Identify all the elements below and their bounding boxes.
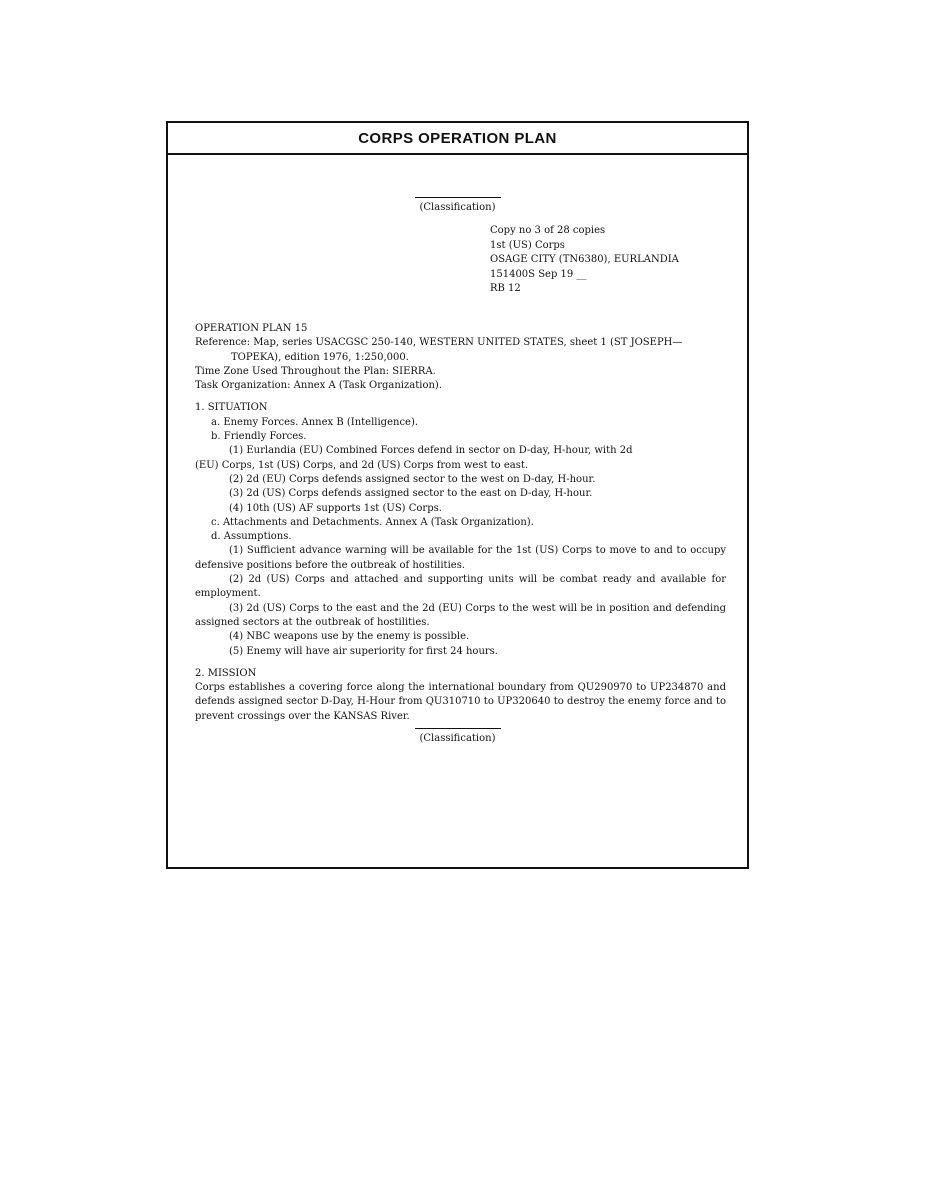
issuing-location: OSAGE CITY (TN6380), EURLANDIA <box>490 254 679 265</box>
mission-statement: Corps establishes a covering force along the international boundary from QU290970 to UP234870 and defends assigned sector D-Day, H-Hour from QU310710 to UP320640 to destroy the enemy force and to prevent crossings over the KANSAS River. <box>195 682 726 722</box>
document-frame <box>166 121 749 869</box>
issuing-unit: 1st (US) Corps <box>490 239 565 251</box>
classification-label: (Classification) <box>419 202 496 213</box>
assumption-5: (5) Enemy will have air superiority for first 24 hours. <box>229 645 498 657</box>
task-organization: Task Organization: Annex A (Task Organization). <box>195 380 442 392</box>
classification-rule <box>415 728 501 729</box>
message-reference: RB 12 <box>490 283 521 294</box>
mission-heading: 2. MISSION <box>195 667 257 679</box>
classification-top <box>168 197 747 213</box>
friendly-forces-1-line2: (EU) Corps, 1st (US) Corps, and 2d (US) Corps from west to east. <box>195 459 529 471</box>
assumption-2: (2) 2d (US) Corps and attached and supporting units will be combat ready and available for employment. <box>195 574 726 600</box>
assumptions-heading: d. Assumptions. <box>211 531 292 543</box>
enemy-forces: a. Enemy Forces. Annex B (Intelligence). <box>211 416 419 428</box>
friendly-forces-4: (4) 10th (US) AF supports 1st (US) Corps. <box>229 502 442 514</box>
page-title: CORPS OPERATION PLAN <box>168 123 747 155</box>
attachments-detachments: c. Attachments and Detachments. Annex A (Task Organization). <box>211 516 534 528</box>
classification-label: (Classification) <box>419 733 496 744</box>
classification-rule <box>415 197 501 198</box>
copy-number: Copy no 3 of 28 copies <box>490 225 606 236</box>
plan-header <box>490 224 679 297</box>
friendly-forces-1-line1: (1) Eurlandia (EU) Combined Forces defend in sector on D-day, H-hour, with 2d <box>229 445 633 457</box>
map-reference-line1: Reference: Map, series USACGSC 250-140, WESTERN UNITED STATES, sheet 1 (ST JOSEPH— <box>195 337 683 349</box>
friendly-forces-3: (3) 2d (US) Corps defends assigned sector to the east on D-day, H-hour. <box>229 488 593 500</box>
assumption-1: (1) Sufficient advance warning will be available for the 1st (US) Corps to move to and to occupy defensive positions before the outbreak of hostilities. <box>195 545 726 571</box>
friendly-forces-2: (2) 2d (EU) Corps defends assigned sector to the west on D-day, H-hour. <box>229 473 596 485</box>
friendly-forces: b. Friendly Forces. <box>211 431 307 443</box>
time-zone: Time Zone Used Throughout the Plan: SIERRA. <box>195 365 436 377</box>
plan-body <box>195 322 726 724</box>
situation-heading: 1. SITUATION <box>195 402 268 414</box>
classification-bottom <box>168 728 747 744</box>
assumption-4: (4) NBC weapons use by the enemy is possible. <box>229 631 470 643</box>
plan-name: OPERATION PLAN 15 <box>195 323 308 334</box>
date-time-group: 151400S Sep 19 __ <box>490 268 587 280</box>
map-reference-line2: TOPEKA), edition 1976, 1:250,000. <box>231 351 409 363</box>
assumption-3: (3) 2d (US) Corps to the east and the 2d (EU) Corps to the west will be in position and defending assigned sectors at the outbreak of hostilities. <box>195 602 726 628</box>
